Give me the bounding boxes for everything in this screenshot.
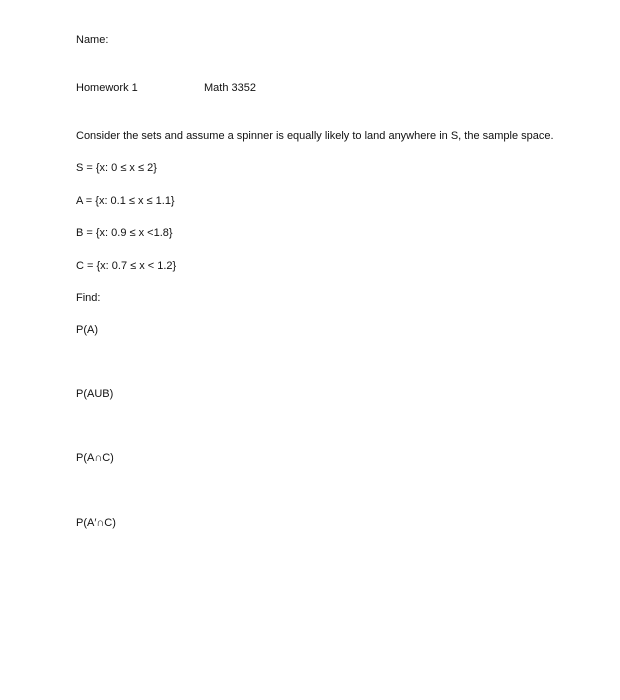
title-row: [76, 81, 256, 95]
question-p-a-union-b: P(AUB): [76, 388, 114, 400]
set-a: A = {x: 0.1 ≤ x ≤ 1.1}: [76, 195, 175, 207]
set-s: S = {x: 0 ≤ x ≤ 2}: [76, 162, 157, 174]
course-code: Math 3352: [204, 82, 256, 94]
name-label: Name:: [76, 34, 109, 46]
set-b: B = {x: 0.9 ≤ x <1.8}: [76, 227, 173, 239]
intro-text: Consider the sets and assume a spinner is equally likely to land anywhere in S, the sample space.: [76, 130, 554, 142]
question-p-a-intersect-c: P(A∩C): [76, 452, 114, 464]
set-c: C = {x: 0.7 ≤ x < 1.2}: [76, 260, 177, 272]
find-label: Find:: [76, 292, 101, 304]
question-p-a: P(A): [76, 324, 98, 336]
question-p-a-complement-intersect-c: P(A′∩C): [76, 517, 116, 529]
homework-title: Homework 1: [76, 82, 138, 94]
